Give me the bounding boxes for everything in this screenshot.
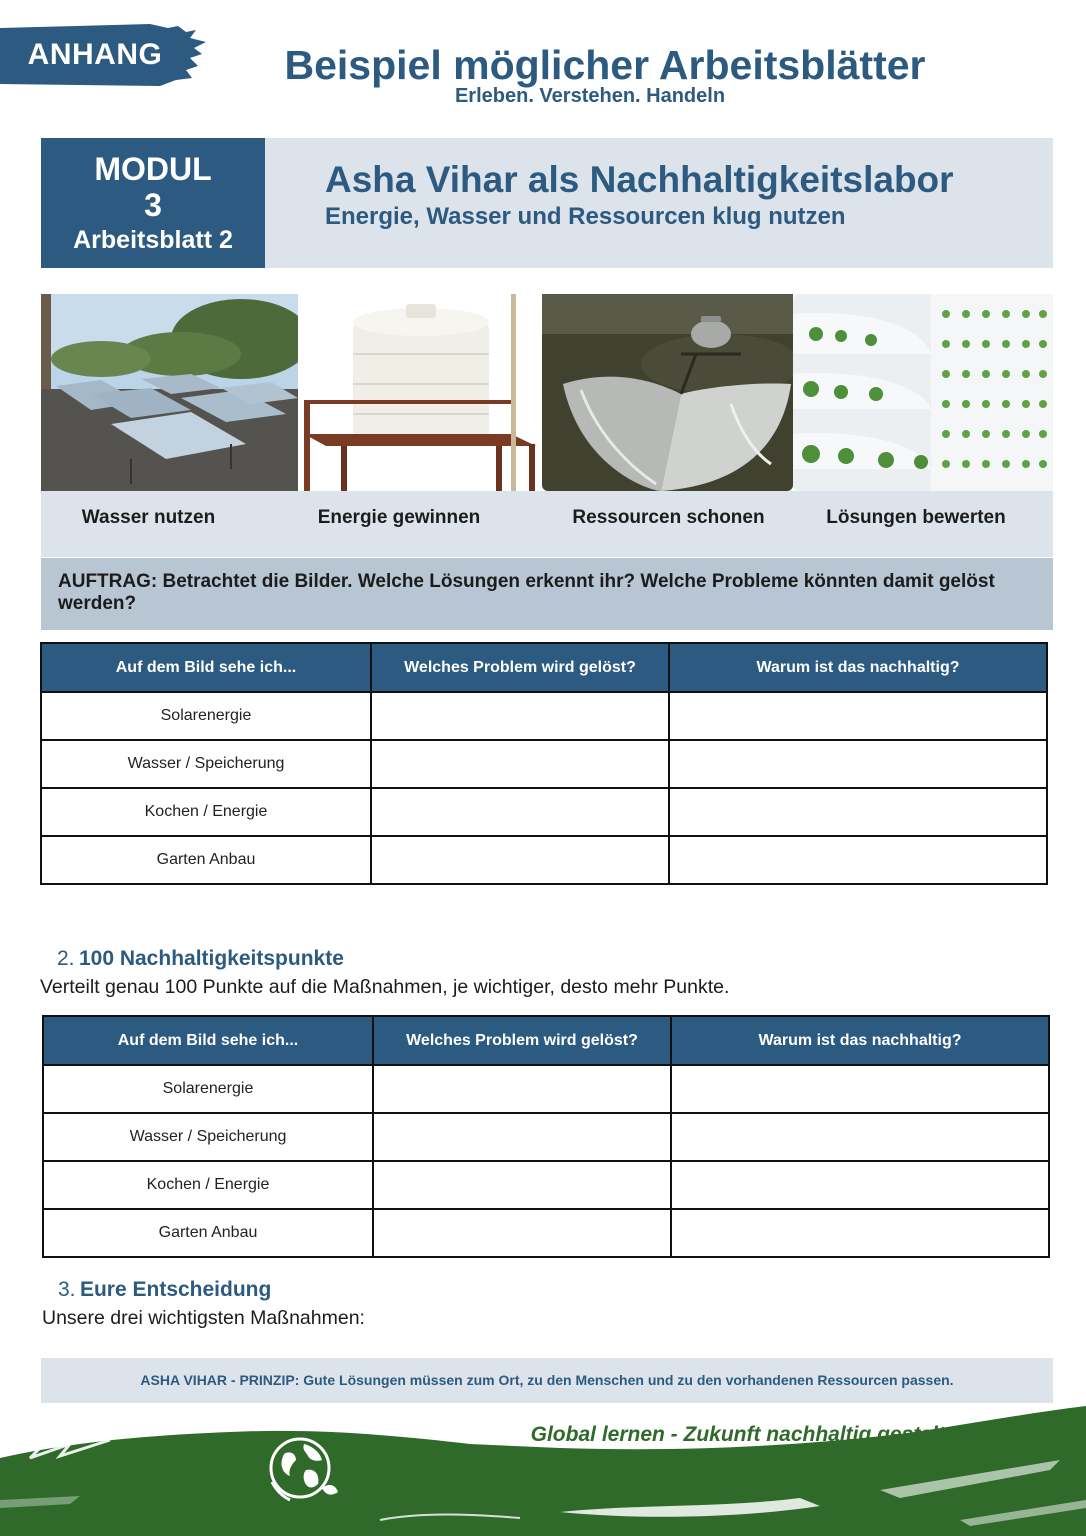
answer-cell[interactable] [671, 1209, 1049, 1257]
module-title: Asha Vihar als Nachhaltigkeitslabor [325, 159, 954, 200]
principle-box [41, 1358, 1053, 1403]
section-3-description: Unsere drei wichtigsten Maßnahmen: [42, 1307, 365, 1329]
answer-cell[interactable] [671, 1113, 1049, 1161]
row-label: Wasser / Speicherung [43, 1113, 373, 1161]
module-box [41, 138, 265, 268]
answer-cell[interactable] [669, 836, 1047, 884]
table-row [43, 1065, 1049, 1113]
caption-wasser: Wasser nutzen [81, 507, 216, 528]
answer-cell[interactable] [669, 740, 1047, 788]
answer-cell[interactable] [671, 1161, 1049, 1209]
row-label: Kochen / Energie [41, 788, 371, 836]
table-row [41, 740, 1047, 788]
table-header: Welches Problem wird gelöst? [371, 643, 669, 692]
globe-icon [262, 1430, 342, 1510]
task-box [41, 558, 1053, 630]
table-row [41, 836, 1047, 884]
row-label: Wasser / Speicherung [41, 740, 371, 788]
footer-slogan: Global lernen - Zukunft nachhaltig gestalten [530, 1423, 970, 1446]
answer-cell[interactable] [373, 1209, 671, 1257]
answer-cell[interactable] [373, 1161, 671, 1209]
caption-energie: Energie gewinnen [317, 507, 481, 528]
answer-cell[interactable] [371, 692, 669, 740]
section-3-number: 3. [58, 1278, 76, 1301]
table-row [43, 1161, 1049, 1209]
answer-cell[interactable] [371, 836, 669, 884]
water-tank-image [298, 294, 542, 491]
page-title: Beispiel möglicher Arbeitsblätter [284, 42, 926, 88]
table-row [43, 1209, 1049, 1257]
row-label: Kochen / Energie [43, 1161, 373, 1209]
answer-cell[interactable] [371, 740, 669, 788]
table-header: Auf dem Bild sehe ich... [43, 1016, 373, 1065]
answer-cell[interactable] [371, 788, 669, 836]
row-label: Garten Anbau [41, 836, 371, 884]
module-number: 3 [144, 187, 162, 223]
table-header: Warum ist das nachhaltig? [671, 1016, 1049, 1065]
worksheet-label: Arbeitsblatt 2 [73, 226, 233, 254]
caption-loesungen: Lösungen bewerten [826, 507, 1006, 528]
section-2-number: 2. [57, 947, 75, 970]
section-3-title: Eure Entscheidung [79, 1278, 272, 1301]
section-3-heading [58, 1277, 758, 1303]
table-row [41, 788, 1047, 836]
anhang-label: ANHANG [27, 38, 163, 71]
table-header: Welches Problem wird gelöst? [373, 1016, 671, 1065]
table-header: Auf dem Bild sehe ich... [41, 643, 371, 692]
worksheet-table-1 [40, 642, 1048, 885]
page-subtitle: Erleben. Verstehen. Handeln [454, 85, 726, 107]
module-label: MODUL [94, 151, 212, 187]
section-2-title: 100 Nachhaltigkeitspunkte [78, 947, 344, 970]
section-2-heading [57, 946, 757, 972]
table-row [43, 1113, 1049, 1161]
image-captions [41, 491, 1053, 557]
table-row [41, 692, 1047, 740]
answer-cell[interactable] [669, 788, 1047, 836]
caption-ressourcen: Ressourcen schonen [572, 507, 765, 528]
answer-cell[interactable] [669, 692, 1047, 740]
principle-text: ASHA VIHAR - PRINZIP: Gute Lösungen müssen zum Ort, zu den Menschen und zu den vorhandenen Ressourcen passen. [140, 1372, 954, 1388]
row-label: Garten Anbau [43, 1209, 373, 1257]
worksheet-table-2 [42, 1015, 1050, 1258]
answer-cell[interactable] [373, 1065, 671, 1113]
solar-panels-image [41, 294, 311, 491]
row-label: Solarenergie [41, 692, 371, 740]
solar-cooker-image [542, 294, 801, 491]
answer-cell[interactable] [671, 1065, 1049, 1113]
module-subtitle: Energie, Wasser und Ressourcen klug nutzen [325, 203, 846, 230]
section-2-description: Verteilt genau 100 Punkte auf die Maßnahmen, je wichtiger, desto mehr Punkte. [40, 976, 730, 998]
row-label: Solarenergie [43, 1065, 373, 1113]
task-text: AUFTRAG: Betrachtet die Bilder. Welche Lösungen erkennt ihr? Welche Probleme könnten damit gelöst werden? [58, 571, 995, 614]
table-header: Warum ist das nachhaltig? [669, 643, 1047, 692]
vertical-garden-image [793, 294, 1053, 491]
image-strip [41, 294, 1053, 491]
answer-cell[interactable] [373, 1113, 671, 1161]
